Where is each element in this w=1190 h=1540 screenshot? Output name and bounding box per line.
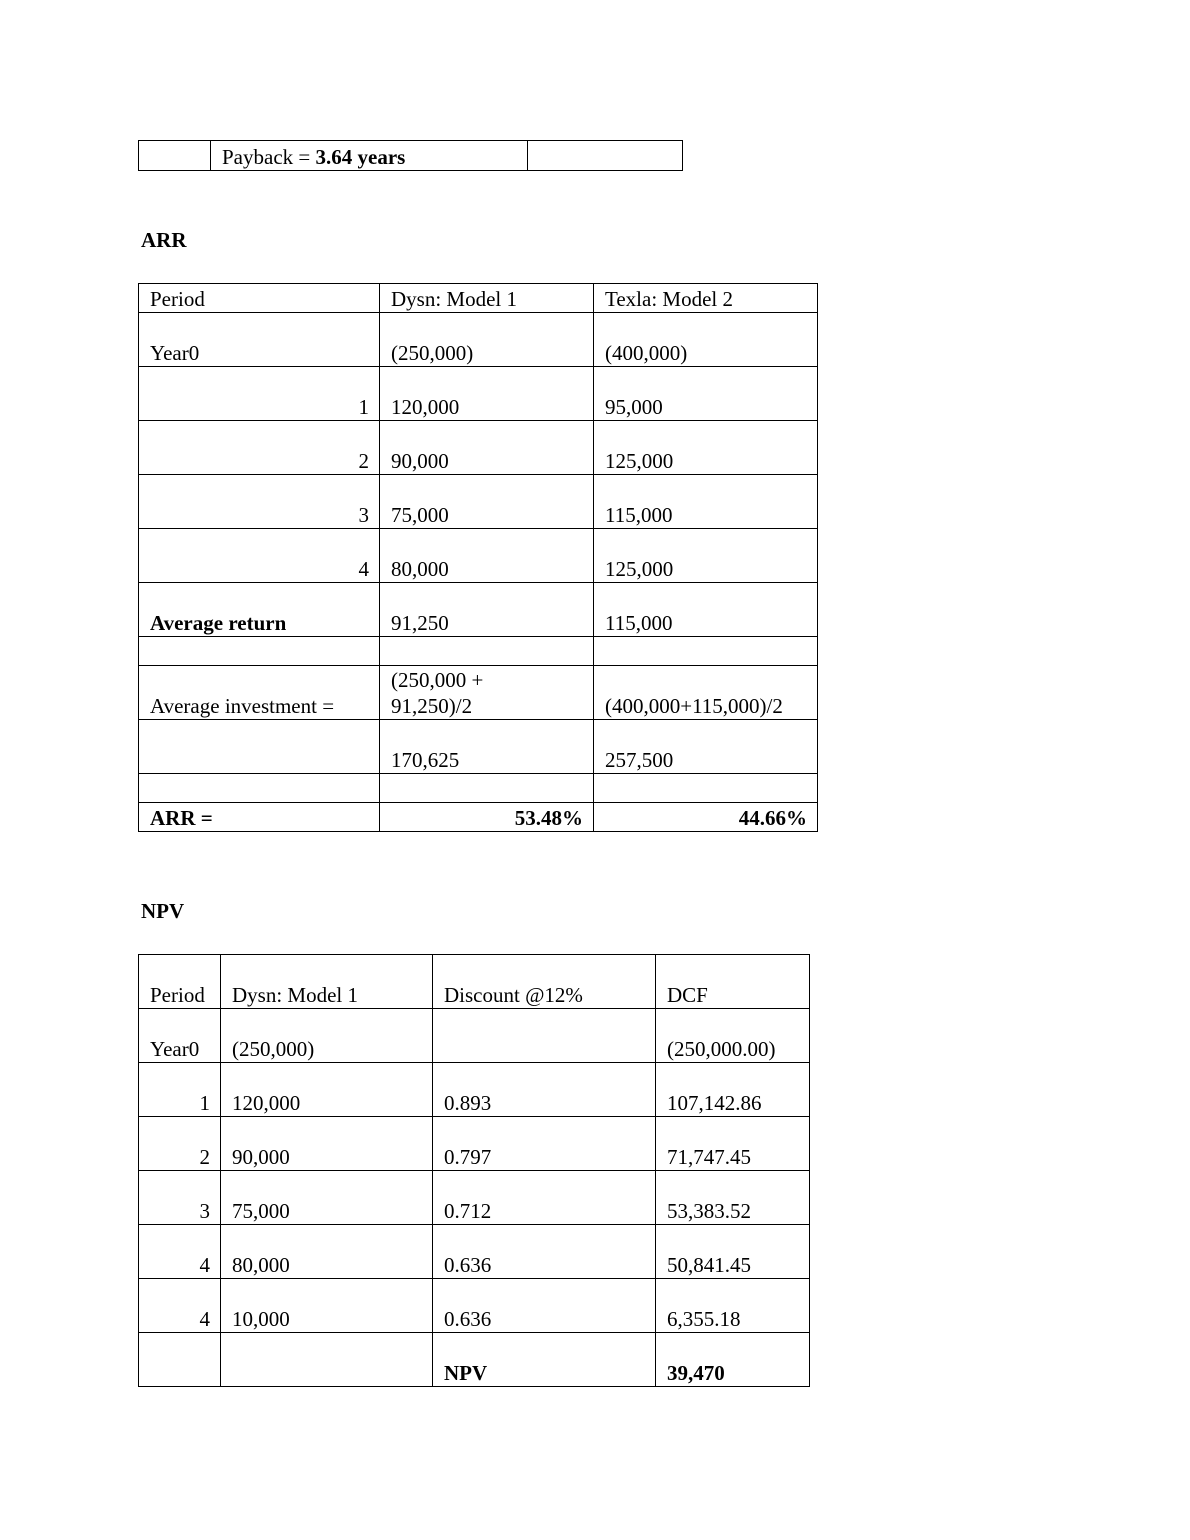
period-cell: 2 (139, 421, 380, 475)
payback-cell (211, 141, 528, 171)
table-cell (528, 141, 683, 171)
model1-cell: 90,000 (380, 421, 594, 475)
discount-cell: 0.636 (433, 1279, 656, 1333)
empty-row (139, 774, 818, 803)
header-cell: Dysn: Model 1 (221, 955, 433, 1009)
table-row (139, 367, 818, 421)
header-cell: Period (139, 284, 380, 313)
period-cell: 4 (139, 1225, 221, 1279)
cash-cell: 75,000 (221, 1171, 433, 1225)
table-row (139, 1279, 810, 1333)
model2-cell: 125,000 (594, 529, 818, 583)
period-cell: 3 (139, 1171, 221, 1225)
table-row (139, 421, 818, 475)
npv-total-row (139, 1333, 810, 1387)
average-return-label: Average return (139, 583, 380, 637)
table-cell (139, 141, 211, 171)
table-cell (221, 1333, 433, 1387)
npv-label: NPV (433, 1333, 656, 1387)
header-cell: Texla: Model 2 (594, 284, 818, 313)
model2-cell: (400,000+115,000)/2 (594, 666, 818, 720)
model1-cell: 75,000 (380, 475, 594, 529)
model1-cell: 170,625 (380, 720, 594, 774)
period-cell: 4 (139, 1279, 221, 1333)
model2-cell: 257,500 (594, 720, 818, 774)
discount-cell: 0.712 (433, 1171, 656, 1225)
cash-cell: (250,000) (221, 1009, 433, 1063)
header-cell: DCF (656, 955, 810, 1009)
table-row (139, 1171, 810, 1225)
model2-cell: 95,000 (594, 367, 818, 421)
table-cell (139, 774, 380, 803)
table-row (139, 1009, 810, 1063)
period-cell: 1 (139, 1063, 221, 1117)
table-header-row (139, 955, 810, 1009)
period-cell: Year0 (139, 1009, 221, 1063)
discount-cell: 0.797 (433, 1117, 656, 1171)
model2-cell: (400,000) (594, 313, 818, 367)
model2-arr: 44.66% (594, 803, 818, 832)
model1-arr: 53.48% (380, 803, 594, 832)
model2-cell: 115,000 (594, 583, 818, 637)
model2-cell: 125,000 (594, 421, 818, 475)
table-row (139, 141, 683, 171)
table-row (139, 313, 818, 367)
period-cell: 2 (139, 1117, 221, 1171)
table-row (139, 1063, 810, 1117)
header-cell: Discount @12% (433, 955, 656, 1009)
cash-cell: 80,000 (221, 1225, 433, 1279)
table-cell (380, 637, 594, 666)
npv-heading: NPV (141, 899, 185, 923)
payback-value: 3.64 years (315, 145, 406, 169)
table-row (139, 1225, 810, 1279)
period-cell: Year0 (139, 313, 380, 367)
model1-cell: (250,000 + 91,250)/2 (380, 666, 594, 720)
average-investment-row (139, 666, 818, 720)
discount-cell (433, 1009, 656, 1063)
table-row (139, 1117, 810, 1171)
dcf-cell: 6,355.18 (656, 1279, 810, 1333)
period-cell: 1 (139, 367, 380, 421)
cash-cell: 10,000 (221, 1279, 433, 1333)
dcf-cell: 50,841.45 (656, 1225, 810, 1279)
dcf-cell: 53,383.52 (656, 1171, 810, 1225)
table-cell (139, 720, 380, 774)
npv-value: 39,470 (656, 1333, 810, 1387)
table-cell (139, 637, 380, 666)
model1-cell: 120,000 (380, 367, 594, 421)
discount-cell: 0.893 (433, 1063, 656, 1117)
cash-cell: 120,000 (221, 1063, 433, 1117)
dcf-cell: (250,000.00) (656, 1009, 810, 1063)
table-row (139, 475, 818, 529)
table-cell (594, 774, 818, 803)
average-return-row (139, 583, 818, 637)
model1-cell: (250,000) (380, 313, 594, 367)
model2-cell: 115,000 (594, 475, 818, 529)
header-cell: Period (139, 955, 221, 1009)
table-header-row (139, 284, 818, 313)
average-investment-label: Average investment = (139, 666, 380, 720)
dcf-cell: 107,142.86 (656, 1063, 810, 1117)
period-cell: 3 (139, 475, 380, 529)
table-row (139, 529, 818, 583)
table-row (139, 720, 818, 774)
arr-result-label: ARR = (139, 803, 380, 832)
cash-cell: 90,000 (221, 1117, 433, 1171)
dcf-cell: 71,747.45 (656, 1117, 810, 1171)
header-cell: Dysn: Model 1 (380, 284, 594, 313)
arr-heading: ARR (141, 228, 187, 252)
table-cell (594, 637, 818, 666)
discount-cell: 0.636 (433, 1225, 656, 1279)
model1-cell: 91,250 (380, 583, 594, 637)
model1-cell: 80,000 (380, 529, 594, 583)
arr-result-row (139, 803, 818, 832)
table-cell (380, 774, 594, 803)
empty-row (139, 637, 818, 666)
arr-table (138, 283, 818, 832)
payback-label: Payback = (222, 145, 316, 169)
table-cell (139, 1333, 221, 1387)
npv-table (138, 954, 810, 1387)
period-cell: 4 (139, 529, 380, 583)
payback-table (138, 140, 683, 171)
